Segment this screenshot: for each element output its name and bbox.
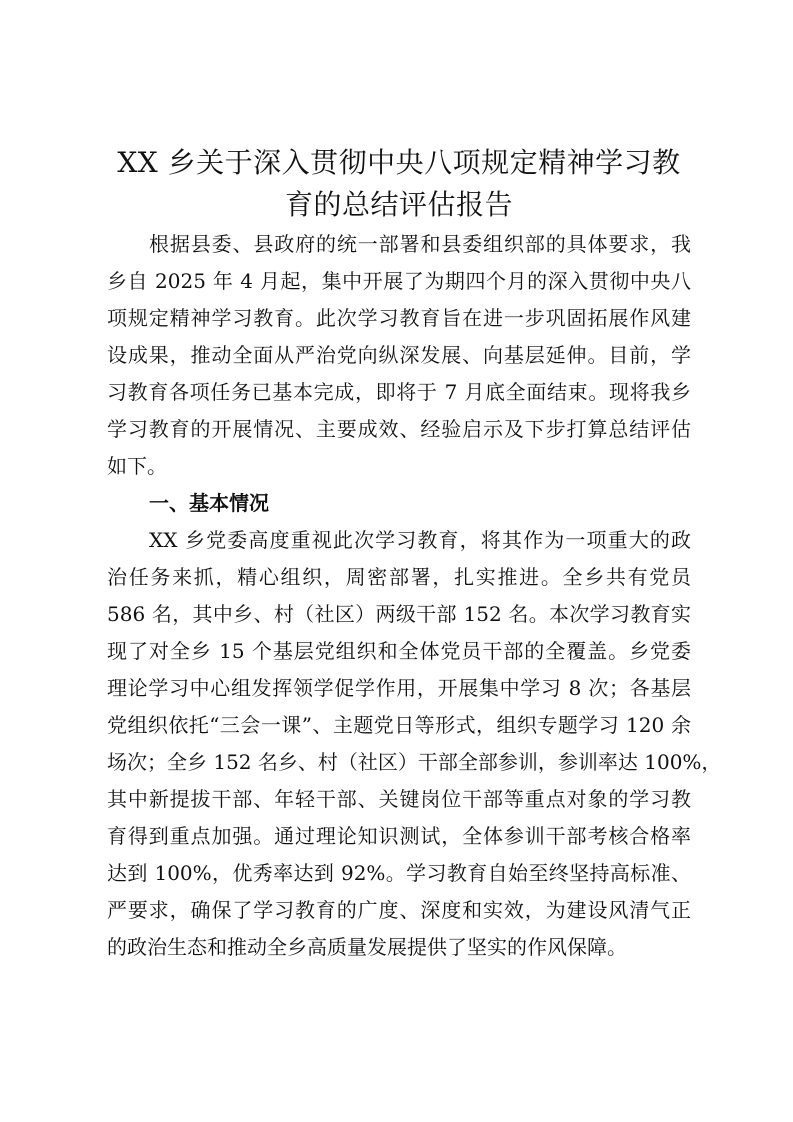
title-line: 育的总结评估报告: [284, 188, 513, 221]
paragraph-line: 586 名，其中乡、村（社区）两级干部 152 名。本次学习教育实: [107, 602, 691, 626]
intro-paragraph: [107, 226, 691, 485]
paragraph-line: 的政治生态和推动全乡高质量发展提供了坚实的作风保障。: [107, 935, 627, 959]
paragraph-line: 场次；全乡 152 名乡、村（社区）干部全部参训，参训率达 100%，: [107, 750, 722, 774]
title-line: XX 乡关于深入贯彻中央八项规定精神学习教: [117, 146, 681, 179]
paragraph-line: 现了对全乡 15 个基层党组织和全体党员干部的全覆盖。乡党委: [107, 639, 691, 663]
paragraph-line: 项规定精神学习教育。此次学习教育旨在进一步巩固拓展作风建: [107, 306, 691, 330]
paragraph-line: 学习教育的开展情况、主要成效、经验启示及下步打算总结评估: [107, 417, 691, 441]
paragraph-line: 设成果，推动全面从严治党向纵深发展、向基层延伸。目前，学: [107, 343, 691, 367]
document-title: [107, 142, 691, 226]
paragraph-line: 根据县委、县政府的统一部署和县委组织部的具体要求，我: [149, 232, 691, 256]
paragraph-line: 达到 100%，优秀率达到 92%。学习教育自始至终坚持高标准、: [107, 861, 691, 885]
paragraph-line: 治任务来抓，精心组织，周密部署，扎实推进。全乡共有党员: [107, 565, 691, 589]
section-heading: 一、基本情况: [149, 491, 269, 515]
paragraph-line: 习教育各项任务已基本完成，即将于 7 月底全面结束。现将我乡: [107, 380, 691, 404]
paragraph-line: 其中新提拔干部、年轻干部、关键岗位干部等重点对象的学习教: [107, 787, 691, 811]
paragraph-line: 理论学习中心组发挥领学促学作用，开展集中学习 8 次；各基层: [107, 676, 691, 700]
paragraph-line: 育得到重点加强。通过理论知识测试，全体参训干部考核合格率: [107, 824, 691, 848]
paragraph-line: 严要求，确保了学习教育的广度、深度和实效，为建设风清气正: [107, 898, 691, 922]
paragraph-line: 如下。: [107, 454, 167, 478]
paragraph-line: 乡自 2025 年 4 月起，集中开展了为期四个月的深入贯彻中央八: [107, 269, 691, 293]
paragraph-line: 党组织依托“三会一课”、主题党日等形式，组织专题学习 120 余: [107, 713, 691, 737]
paragraph-line: XX 乡党委高度重视此次学习教育，将其作为一项重大的政: [149, 528, 691, 552]
basic-situation-paragraph: [107, 522, 722, 966]
document-page: [107, 142, 722, 966]
